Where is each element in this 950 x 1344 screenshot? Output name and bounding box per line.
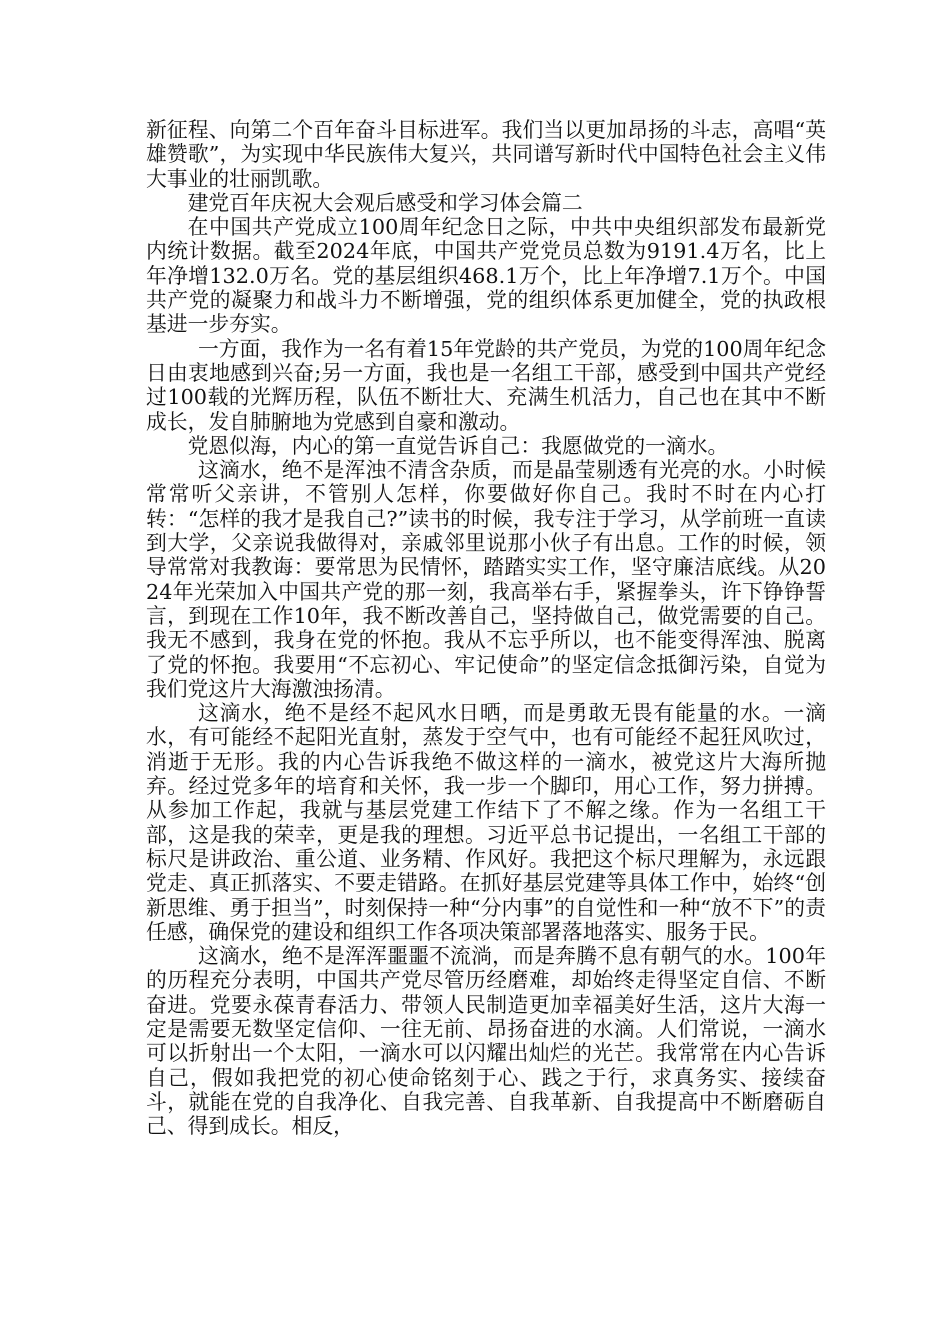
paragraph-party-member: 一方面，我作为一名有着15年党龄的共产党员，为党的100周年纪念日由衷地感到兴奋;另一方面，我也是一名组工干部，感受到中国共产党经过100载的光辉历程，队伍不断壮大、充满生机活力，自己也在其中不断成长，发自肺腑地为党感到自豪和激动。: [146, 336, 826, 434]
document-body: [146, 118, 826, 1138]
section-heading: 建党百年庆祝大会观后感受和学习体会篇二: [187, 190, 583, 215]
paragraph-flowing-water: 这滴水，绝不是浑浑噩噩不流淌，而是奔腾不息有朝气的水。100年的历程充分表明，中国共产党尽管历经磨难，却始终走得坚定自信、不断奋进。党要永葆青春活力、带领人民制造更加幸福美好生活，这片大海一定是需要无数坚定信仰、一往无前、昂扬奋进的水滴。人们常说，一滴水可以折射出一个太阳，一滴水可以闪耀出灿烂的光芒。我常常在内心告诉自己，假如我把党的初心使命铭刻于心、践之于行，求真务实、接续奋斗，就能在党的自我净化、自我完善、自我革新、自我提高中不断磨砺自己、得到成长。相反，: [146, 944, 826, 1139]
paragraph-clear-water: 这滴水，绝不是浑浊不清含杂质，而是晶莹剔透有光亮的水。小时候常常听父亲讲，不管别人怎样，你要做好你自己。我时不时在内心打转：“怎样的我才是我自己?”读书的时候，我专注于学习，从学前班一直读到大学，父亲说我做得对，亲戚邻里说那小伙子有出息。工作的时候，领导常常对我教诲：要常思为民情怀，踏踏实实工作，坚守廉洁底线。从2024年光荣加入中国共产党的那一刻，我高举右手，紧握拳头，许下铮铮誓言，到现在工作10年，我不断改善自己，坚持做自己，做党需要的自己。我无不感到，我身在党的怀抱。我从不忘乎所以，也不能变得浑浊、脱离了党的怀抱。我要用“不忘初心、牢记使命”的坚定信念抵御污染，自觉为我们党这片大海激浊扬清。: [146, 458, 826, 701]
paragraph-brave-water: 这滴水，绝不是经不起风水日晒，而是勇敢无畏有能量的水。一滴水，有可能经不起阳光直射，蒸发于空气中，也有可能经不起狂风吹过，消逝于无形。我的内心告诉我绝不做这样的一滴水，被党这片大海所抛弃。经过党多年的培育和关怀，我一步一个脚印，用心工作，努力拼搏。从参加工作起，我就与基层党建工作结下了不解之缘。作为一名组工干部，这是我的荣幸，更是我的理想。习近平总书记提出，一名组工干部的标尺是讲政治、重公道、业务精、作风好。我把这个标尺理解为，永远跟党走、真正抓落实、不要走错路。在抓好基层党建等具体工作中，始终“创新思维、勇于担当”，时刻保持一种“分内事”的自觉性和一种“放不下”的责任感，确保党的建设和组织工作各项决策部署落地落实、服务于民。: [146, 701, 826, 944]
paragraph-statistics: 在中国共产党成立100周年纪念日之际，中共中央组织部发布最新党内统计数据。截至2024年底，中国共产党党员总数为9191.4万名，比上年净增132.0万名。党的基层组织468.1万个，比上年净增7.1万个。中国共产党的凝聚力和战斗力不断增强，党的组织体系更加健全，党的执政根基进一步夯实。: [146, 215, 826, 337]
paragraph-continuation: 新征程、向第二个百年奋斗目标进军。我们当以更加昂扬的斗志，高唱“英雄赞歌”，为实现中华民族伟大复兴，共同谱写新时代中国特色社会主义伟大事业的壮丽凯歌。: [146, 118, 826, 191]
paragraph-water-drop: 党恩似海，内心的第一直觉告诉自己：我愿做党的一滴水。: [187, 433, 729, 458]
